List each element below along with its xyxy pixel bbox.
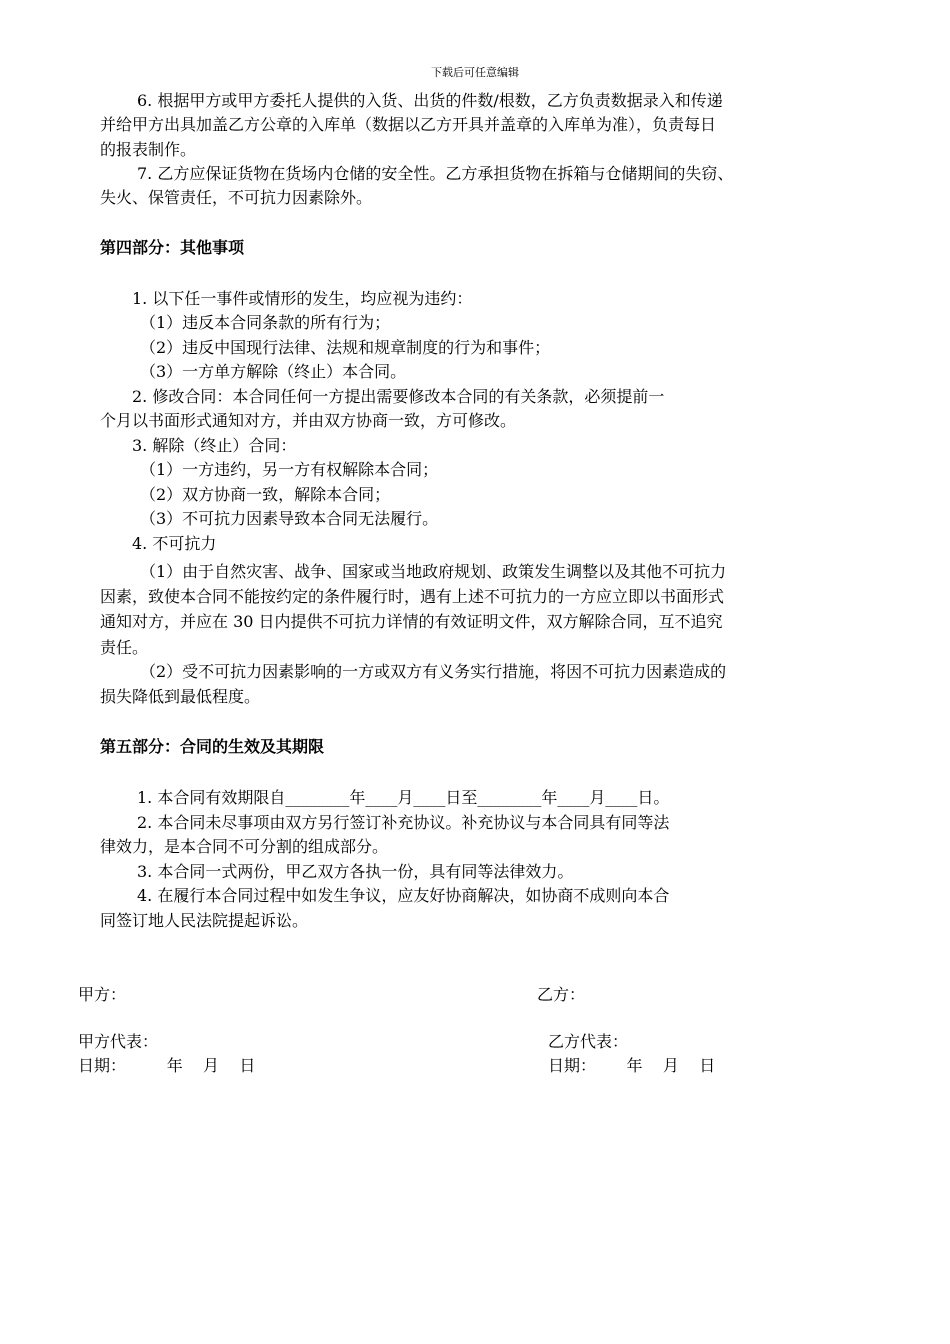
s5-item4-line1: 4. 在履行本合同过程中如发生争议，应友好协商解决，如协商不成则向本合 xyxy=(137,886,670,905)
s5-item4-line2: 同签订地人民法院提起诉讼。 xyxy=(100,911,309,930)
s4-item3-sub3: （3）不可抗力因素导致本合同无法履行。 xyxy=(140,509,439,528)
s4-item4-p1-line2: 因素，致使本合同不能按约定的条件履行时，遇有上述不可抗力的一方应立即以书面形式 xyxy=(100,587,725,606)
s4-item2-line2: 个月以书面形式通知对方，并由双方协商一致，方可修改。 xyxy=(100,411,517,430)
s4-item3-sub2: （2）双方协商一致，解除本合同； xyxy=(140,485,391,504)
s4-item1-sub2: （2）违反中国现行法律、法规和规章制度的行为和事件； xyxy=(140,338,551,357)
s5-item1: 1. 本合同有效期限自________年____月____日至________年____月____日。 xyxy=(137,788,670,807)
party-a-rep-label: 甲方代表： xyxy=(78,1032,159,1051)
s5-item2-line1: 2. 本合同未尽事项由双方另行签订补充协议。补充协议与本合同具有同等法 xyxy=(137,813,670,832)
party-a-date: 日期： 年 月 日 xyxy=(78,1056,256,1075)
item7-line2: 失火、保管责任，不可抗力因素除外。 xyxy=(100,188,373,207)
party-a-label: 甲方： xyxy=(78,985,127,1004)
s4-item4-p1-line4: 责任。 xyxy=(100,638,149,657)
party-b-date: 日期： 年 月 日 xyxy=(548,1056,716,1075)
section4-title: 第四部分：其他事项 xyxy=(100,238,245,257)
s5-item2-line2: 律效力，是本合同不可分割的组成部分。 xyxy=(100,837,389,856)
s4-item3-intro: 3. 解除（终止）合同： xyxy=(132,436,297,455)
header-note: 下载后可任意编辑 xyxy=(431,66,519,79)
item6-line3: 的报表制作。 xyxy=(100,140,197,159)
party-b-rep-label: 乙方代表： xyxy=(548,1032,629,1051)
item6-line2: 并给甲方出具加盖乙方公章的入库单（数据以乙方开具并盖章的入库单为准），负责每日 xyxy=(100,115,717,134)
s4-item2-line1: 2. 修改合同：本合同任何一方提出需要修改本合同的有关条款，必须提前一 xyxy=(132,387,665,406)
s5-item3: 3. 本合同一式两份，甲乙双方各执一份，具有同等法律效力。 xyxy=(137,862,574,881)
s4-item4-p1-line3: 通知对方，并应在 30 日内提供不可抗力详情的有效证明文件，双方解除合同，互不追究 xyxy=(100,612,723,631)
party-b-label: 乙方： xyxy=(537,985,586,1004)
section5-title: 第五部分：合同的生效及其期限 xyxy=(100,737,325,756)
item6-line1: 6. 根据甲方或甲方委托人提供的入货、出货的件数/根数，乙方负责数据录入和传递 xyxy=(137,91,723,110)
s4-item1-intro: 1. 以下任一事件或情形的发生，均应视为违约： xyxy=(132,289,473,308)
s4-item4-p2-line2: 损失降低到最低程度。 xyxy=(100,687,261,706)
s4-item1-sub3: （3）一方单方解除（终止）本合同。 xyxy=(140,362,407,381)
s4-item4-p1-line1: （1）由于自然灾害、战争、国家或当地政府规划、政策发生调整以及其他不可抗力 xyxy=(140,562,727,581)
item7-line1: 7. 乙方应保证货物在货场内仓储的安全性。乙方承担货物在拆箱与仓储期间的失窃、 xyxy=(137,164,734,183)
s4-item3-sub1: （1）一方违约，另一方有权解除本合同； xyxy=(140,460,439,479)
s4-item4-intro: 4. 不可抗力 xyxy=(132,534,217,553)
s4-item1-sub1: （1）违反本合同条款的所有行为； xyxy=(140,313,391,332)
s4-item4-p2-line1: （2）受不可抗力因素影响的一方或双方有义务实行措施，将因不可抗力因素造成的 xyxy=(140,662,727,681)
